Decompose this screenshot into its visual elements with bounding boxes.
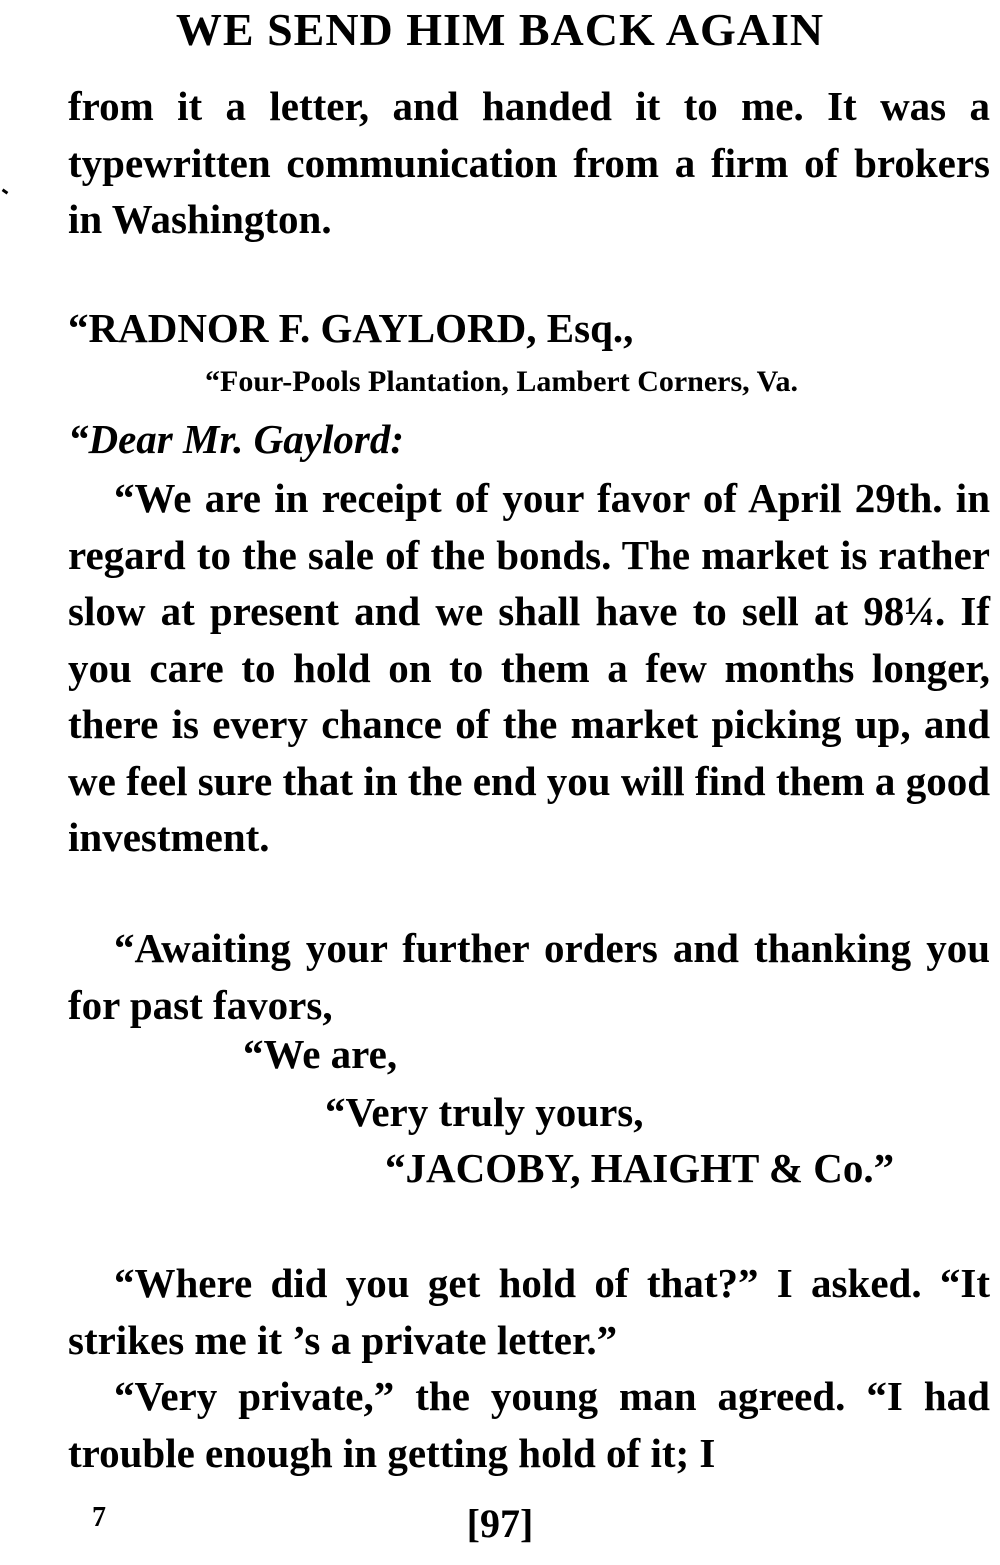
paragraph-dialogue-1: “Where did you get hold of that?” I asked. “It strikes me it ’s a private letter.” — [68, 1260, 990, 1363]
letter-paragraph-1: “We are in receipt of your favor of April 29th. in regard to the sale of the bonds. The market is rather slow at present and we shall have to sell at 98¼. If you care to hold on to them a few months longer, there is every chance of the market picking up, and we feel sure that in the end you will find them a good investment. — [68, 475, 990, 860]
paragraph-opening: from it a letter, and handed it to me. It was a typewritten communication from a firm of brokers in Washington. — [68, 83, 990, 242]
signature-mark: 7 — [92, 1502, 106, 1533]
letter-signature: “JACOBY, HAIGHT & Co.” — [385, 1145, 895, 1191]
text-block-letter-2 — [68, 920, 990, 1033]
letter-addressee: “RADNOR F. GAYLORD, Esq., — [68, 305, 634, 351]
text-block-letter — [68, 470, 990, 866]
page-number: [97] — [466, 1501, 534, 1546]
letter-address-line: “Four-Pools Plantation, Lambert Corners, Va. — [205, 365, 799, 398]
text-block-dialogue — [68, 1255, 990, 1481]
letter-paragraph-2: “Awaiting your further orders and thanking you for past favors, — [68, 925, 990, 1028]
letter-salutation: “Dear Mr. Gaylord: — [68, 416, 404, 462]
paragraph-dialogue-2: “Very private,” the young man agreed. “I had trouble enough in getting hold of it; I — [68, 1373, 990, 1476]
running-head: WE SEND HIM BACK AGAIN — [175, 4, 825, 55]
text-block-opening — [68, 78, 990, 248]
letter-closing-we-are: “We are, — [243, 1031, 398, 1077]
letter-closing-yours: “Very truly yours, — [325, 1089, 644, 1135]
ink-speck — [2, 189, 9, 195]
